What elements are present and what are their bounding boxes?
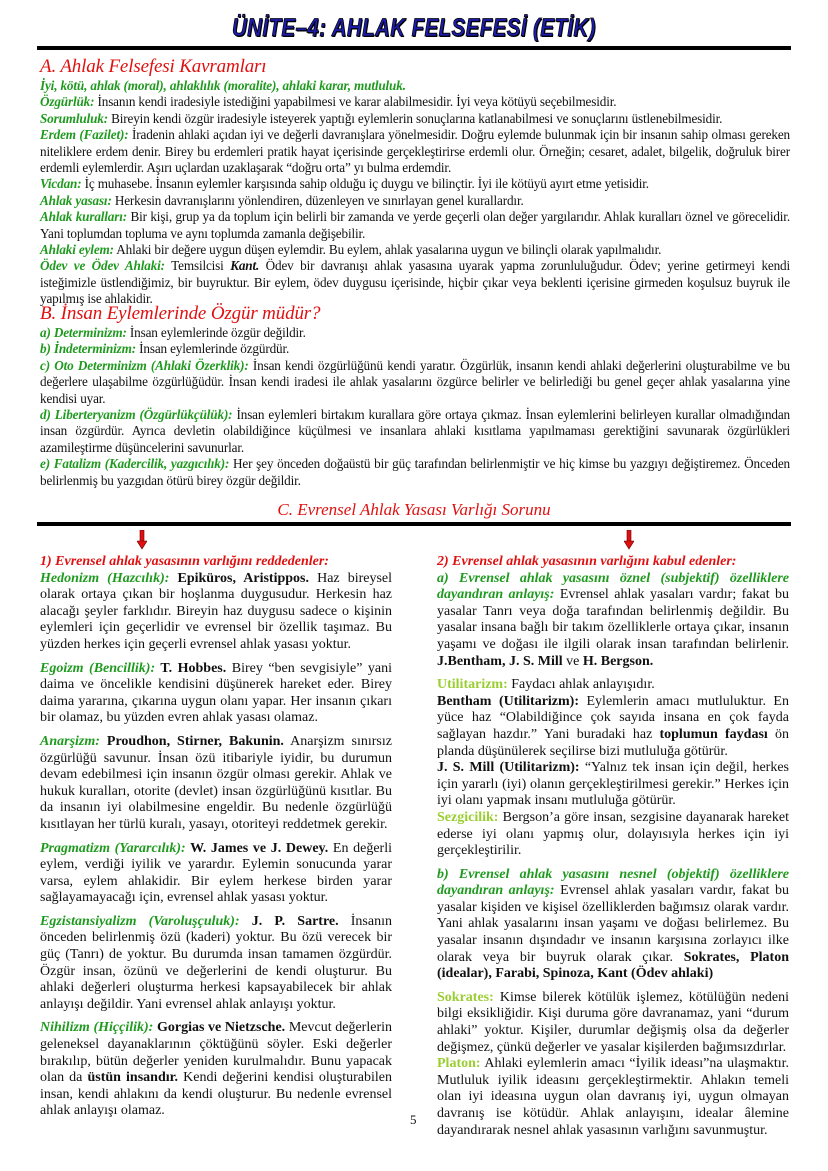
body-text: Temsilcisi <box>164 258 231 274</box>
body-text: ön planda düşünülerek seçilirse bizi mutluluğa götürür. <box>437 726 789 759</box>
paragraph <box>40 176 790 192</box>
term-label: Ahlaki eylem: <box>40 242 114 258</box>
paragraph <box>40 1020 392 1120</box>
term-label: Erdem (Fazilet): <box>40 127 129 143</box>
term-label: Nihilizm (Hiççilik): <box>40 1020 154 1036</box>
term-label: d) Liberteryanizm (Özgürlükçülük): <box>40 407 233 423</box>
section-c-divider <box>37 522 791 526</box>
body-text: Herkesin davranışlarını yönlendiren, düzenleyen ve sınırlayan genel kurallardır. <box>111 192 524 208</box>
paragraph <box>437 554 789 670</box>
bold-text: J.Bentham, J. S. Mill <box>437 653 563 669</box>
body-text: Bireyin kendi özgür iradesiyle isteyerek yaptığı eylemlerin sonuçlarına katlanabilmesi ve sonuçlarını üstlenebilmesidir. <box>107 110 723 126</box>
term-label: İyi, kötü, ahlak (moral), ahlaklılık (moralite), ahlaki karar, mutluluk. <box>40 78 406 93</box>
left-column-rejecting-views <box>40 554 392 1127</box>
body-text: İnsan eylemleri birtakım kurallara göre ortaya çıkmaz. İnsan eylemlerini belirleyen kurallar olmadığından insan özgürdür. Ayrıca devletin olabildiğince küçülmesi ve insanlara ahlaki kısıtlama yapılmaması gerektiğini savunarak özgürlükleri azamileştirme düşüncelerini savunurlar. <box>40 407 790 455</box>
term-label: e) Fatalizm (Kadercilik, yazgıcılık): <box>40 456 230 472</box>
bold-text: H. Bergson. <box>582 653 654 669</box>
body-text: Ödev bir davranışı ahlak yasasına uyarak yapma zorunluluğudur. Ödev; yerine getirmeyi kendi isteğimizle üstlendiğimiz, bir buyruktur. Bir eylem, ödev duygusu içerisinde, hiçbir çıkar veya beklenti içerisine girmeden koşulsuz buyruk ile yapılmış ise ahlakidir. <box>40 258 790 307</box>
paragraph <box>40 661 392 727</box>
term-label: c) Oto Determinizm (Ahlaki Özerklik): <box>40 357 249 373</box>
paragraph <box>40 341 790 357</box>
body-text: Birey “ben sevgisiyle” yani daima ve öncelikle kendisini düşünerek hareket eder. Birey daima yararına, çıkarına uygun olanı yapar. Her insanın çıkarı bir olamaz, bu yüzden evren ahlak yasası olamaz. <box>40 660 393 726</box>
section-b-heading: B. İnsan Eylemlerinde Özgür müdür? <box>40 303 321 324</box>
bold-text: Kant. <box>230 258 260 274</box>
paragraph <box>40 78 790 94</box>
section-a <box>40 56 790 308</box>
paragraph <box>40 456 790 489</box>
body-text: Bergson’a göre insan, sezgisine dayanarak hareket ederse iyi olanı yapmış olur, dolayısıyla herkes için iyi gerçekleştirilir. <box>437 809 789 859</box>
paragraph <box>40 94 790 110</box>
body-text: Eylemlerin amacı mutluluktur. En yüce haz “Olabildiğince çok sayıda insana en çok fayda sağlayan hazdır.” Yani buradaki haz <box>437 693 789 742</box>
term-label: b) Evrensel ahlak yasasını nesnel (objektif) özelliklere dayandıran anlayış: <box>437 866 789 899</box>
term-label: Egzistansiyalizm (Varoluşçuluk): <box>40 913 240 929</box>
term-label: Ahlak kuralları: <box>40 209 127 225</box>
paragraph <box>40 258 790 307</box>
term-label: Ahlak yasası: <box>40 192 112 208</box>
body-text: ve <box>562 653 583 669</box>
title-divider <box>37 46 791 50</box>
bold-text: üstün insandır. <box>87 1070 179 1086</box>
body-text: İnsan kendi özgürlüğünü kendi yaratır. Özgürlük, insanın kendi ahlaki değerlerini oluşturabilme ve bu değerlere ulaşabilme özgürlüğüdür. İnsan kendi iradesi ile ahlak yasalarını özgürce belirler ve belirlediği bu genel geçer ahlak yasalarına yine kendisi uyar. <box>40 357 790 406</box>
bold-text: W. James ve J. Dewey. <box>185 840 329 856</box>
bold-text: Proudhon, Stirner, Bakunin. <box>99 733 284 749</box>
bold-text: Gorgias ve Nietzsche. <box>153 1020 286 1036</box>
term-label: a) Evrensel ahlak yasasını öznel (subjektif) özelliklere dayandıran anlayış: <box>437 570 789 603</box>
term-label: Ödev ve Ödev Ahlaki: <box>40 258 165 274</box>
right-column-accepting-views <box>437 554 789 1146</box>
subheading: 1) Evrensel ahlak yasasının varlığını reddedenler: <box>40 554 329 569</box>
paragraph <box>437 867 789 983</box>
body-text: İç muhasebe. İnsanın eylemler karşısında sahip olduğu iç duygu ve bilinçtir. İyi ile kötüyü ayırt etme yetisidir. <box>81 176 649 192</box>
paragraph <box>40 358 790 407</box>
section-b <box>40 303 790 489</box>
paragraph <box>40 127 790 176</box>
term-label: Hedonizm (Hazcılık): <box>40 570 170 586</box>
section-a-heading: A. Ahlak Felsefesi Kavramları <box>40 56 267 77</box>
body-text: Ahlaki bir değere uygun düşen eylemdir. Bu eylem, ahlak yasalarına uygun ve bilinçli olarak yapılmalıdır. <box>113 242 662 258</box>
term-label: a) Determinizm: <box>40 325 127 340</box>
body-text: Faydacı ahlak anlayışıdır. <box>507 677 655 693</box>
body-text: İnsanın önceden belirlenmiş özü (kaderi) yoktur. Bu özü verecek bir güç (Tanrı) de yoktur. Bu durumda insan tamamen özgürdür. Özgür insan, özünü ve değerlerini de kendi oluşturur. Bu ahlaki değerleri oluşturma herkesi kapsayabilecek bir ahlak anlayışı değildir. Yani evrensel ahlak anlayışı yoktur. <box>40 913 392 1012</box>
paragraph <box>40 111 790 127</box>
body-text: İnsanın kendi iradesiyle istediğini yapabilmesi ve karar alabilmesidir. İyi veya kötüyü seçebilmesidir. <box>94 94 617 110</box>
arrow-down-icon <box>624 530 634 550</box>
paragraph <box>437 990 789 1139</box>
bold-text: toplumun faydası <box>659 726 768 742</box>
section-b-body <box>40 325 790 489</box>
paragraph <box>437 677 789 860</box>
paragraph <box>40 209 790 242</box>
body-text: Evrensel ahlak yasaları vardır, fakat bu yasalar kişiden ve kişisel özelliklerden bağımsız olarak vardır. Yani ahlak yasalarını insan yaşamı ve doğası belirlemez. Bu yasalar insanın dışındadır ve insanın karşısına zorlayıcı ilke olarak veya bir buyruk olarak çıkar. <box>437 883 789 965</box>
body-text: Ahlaki eylemlerin amacı “İyilik ideası”na ulaşmaktır. Mutluluk iyilik ideasını gerçekleştirmektir. Ahlakın temeli olan iyi ideasına uygun olan davranış iyi, uygun olmayan davranış ise kötüdür. Ahlak anlayışını, idealar âlemine dayandırarak nesnel ahlak yasasının varlığını savunmuştur. <box>437 1056 789 1138</box>
arrow-down-icon <box>137 530 147 550</box>
section-c-heading: C. Evrensel Ahlak Yasası Varlığı Sorunu <box>277 500 551 519</box>
subheading: 2) Evrensel ahlak yasasının varlığını kabul edenler: <box>437 554 737 569</box>
body-text: İnsan eylemlerinde özgür değildir. <box>126 325 306 340</box>
page-number: 5 <box>410 1112 417 1127</box>
body-text: Kendi değerini kendisi oluşturabilen insan, kendi ahlakını da kendi oluşturur. Bu nedenle evrensel ahlak anlayışı olamaz. <box>40 1070 393 1119</box>
bold-text: Epiküros, Aristippos. <box>169 570 310 586</box>
paragraph <box>40 914 392 1014</box>
term-label: Sezgicilik: <box>437 809 499 825</box>
body-text: Haz bireysel olarak ortaya çıkan bir hoşlanma duygusudur. Herkesin haz alacağı şeyler farklıdır. Bireyin haz duygusu sadece o kişinin eylemleri için geçerlidir ve evrensel bir özellik taşımaz. Bu yüzden herkes için geçerli evrensel ahlak yasası yoktur. <box>40 570 393 652</box>
body-text: “Yalnız tek insan için değil, herkes için yararlı (iyi) olanın gerçekleştirilmesi gerekir.” Herkes için iyi olanı yapmak insanı mutluluğa götürür. <box>437 760 789 809</box>
term-label: Utilitarizm: <box>437 677 508 693</box>
paragraph <box>40 841 392 907</box>
body-text: İnsan eylemlerinde özgürdür. <box>136 341 290 357</box>
term-label: b) İndeterminizm: <box>40 341 136 357</box>
term-label: Vicdan: <box>40 176 82 192</box>
page-title: ÜNİTE–4: AHLAK FELSEFESİ (ETİK) <box>232 14 596 42</box>
bold-text: J. S. Mill (Utilitarizm): <box>437 760 580 776</box>
term-label: Pragmatizm (Yararcılık): <box>40 840 186 856</box>
paragraph <box>40 554 392 654</box>
bold-text: J. P. Sartre. <box>239 913 339 929</box>
body-text: Mevcut değerlerin geleneksel dayanaklarının çöktüğünü söyler. Eski değerler bırakılıp, bütün değerler yeniden kurulmalıdır. Bunu yapacak olan da <box>40 1020 393 1086</box>
body-text: Anarşizm sınırsız özgürlüğü savunur. İnsan özü itibariyle iyidir, bu durumun devam edebilmesi için insanın özgür olması gerekir. Ahlak ve hukuk kuralları, otorite (devlet) insan özgürlüğünü kısıtlar. Bu da insanın iyi olabilmesine engeldir. Bu nedenle özgürlüğü kısıtlayan her türlü kuralı, yasayı, otoriteyi reddetmek gerekir. <box>40 733 392 832</box>
term-label: Sokrates: <box>437 989 494 1005</box>
paragraph <box>40 325 790 341</box>
body-text: Evrensel ahlak yasaları vardır; fakat bu yasalar Tanrı veya doğa tarafından belirlenmiş değildir. Bu yasalar insana bağlı bir takım özelliklerle ortaya çıkar, insanın yaşamı ve doğası ile ilgili olarak insan tarafından belirlenir. <box>437 587 790 652</box>
body-text: Kimse bilerek kötülük işlemez, kötülüğün nedeni bilgi eksikliğidir. Kişi duruma göre davranamaz, yani “durum ahlaki” yoktur. Kişiler, durumlar değişmiş olsa da değerler değişmez, çünkü değerler ve yasalar kişilerden bağımsızdırlar. <box>437 989 789 1055</box>
paragraph <box>40 734 392 834</box>
bold-text: Bentham (Utilitarizm): <box>437 693 580 709</box>
body-text: En değerli eylem, verdiği iyilik ve yarardır. Eylemin sonucunda yarar varsa, eylem ahlakidir. Bir eylem herkese birden yarar sağlayamayacağı için, evrensel ahlak yasası yoktur. <box>40 840 392 906</box>
body-text: Her şey önceden doğaüstü bir güç tarafından belirlenmiştir ve hiç kimse bu yazgıyı değiştiremez. Önceden belirlenmiş bu yazgıdan ötürü birey özgür değildir. <box>40 456 790 488</box>
body-text: İradenin ahlaki açıdan iyi ve değerli davranışlara yönelmesidir. Doğru eylemde bulunmak için bir insanın sahip olması gereken niteliklere erdem denir. Birey bu erdemleri pratik hayat içerisinde gerçekleştirirse erdemli olur. Örneğin; cesaret, adalet, bilgelik, doğruluk birer erdemli eylemlerdir. Aşırı uçlardan uzaklaşarak “doğru orta” yı bulma erdemdir. <box>40 127 790 176</box>
paragraph <box>40 407 790 456</box>
section-a-body <box>40 78 790 308</box>
bold-text: Sokrates, Platon (idealar), Farabi, Spinoza, Kant (Ödev ahlaki) <box>437 949 790 982</box>
bold-text: T. Hobbes. <box>155 660 227 676</box>
term-label: Anarşizm: <box>40 733 100 749</box>
body-text: Bir kişi, grup ya da toplum için belirli bir zamanda ve yerde geçerli olan değer yargılarıdır. Ahlak kuralları öznel ve görecelidir. Yani toplumdan topluma ve aynı toplumda zamanla değişebilir. <box>40 209 790 241</box>
paragraph <box>40 242 790 258</box>
term-label: Platon: <box>437 1056 481 1072</box>
paragraph <box>40 193 790 209</box>
term-label: Sorumluluk: <box>40 110 108 126</box>
term-label: Özgürlük: <box>40 94 95 110</box>
term-label: Egoizm (Bencillik): <box>40 660 156 676</box>
